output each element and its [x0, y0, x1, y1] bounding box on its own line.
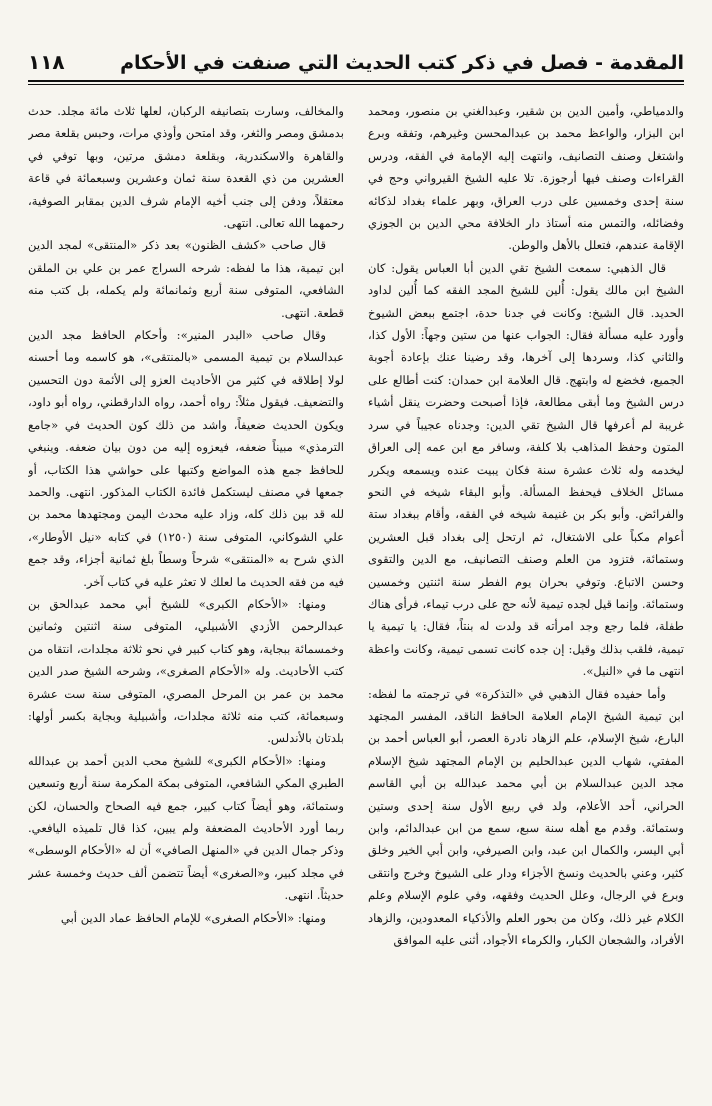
page-number: ١١٨: [28, 50, 65, 74]
paragraph: وقال صاحب «البدر المنير»: وأحكام الحافظ مجد الدين عبدالسلام بن تيمية المسمى «بالمنتقى»، هو كاسمه وما أحسنه لولا إطلاقه في كثير من الأحاديث العزو إلى الأئمة دون التحسين والتضعيف. فيقول مثلاً: رواه أحمد، رواه الدارقطني، رواه أبو داود، ويكون الحديث ضعيفاً، واشد من ذلك كون الحديث في «جامع الترمذي» مبيناً ضعفه، فيعزوه إليه من دون بيان ضعفه. وينبغي للحافظ جمع هذه المواضع وكتبها على حواشي هذا الكتاب، أو جمعها في مصنف ليستكمل فائدة الكتاب المذكور. انتهى. والحمد لله قد بين ذلك كله، وزاد عليه محدث اليمن ومجتهدها محمد بن علي الشوكاني، المتوفى سنة (١٢٥٠) في كتابه «نيل الأوطار»، الذي شرح به «المنتقى» شرحاً وسطاً بلغ ثمانية أجزاء، وقد جمع فيه من فقه الحديث ما لعلك لا تعثر عليه في كتاب آخر.: [28, 328, 344, 589]
header-rule-thin: [28, 84, 684, 85]
header-rule: [28, 80, 684, 82]
paragraph: والمخالف، وسارت بتصانيفه الركبان، لعلها ثلاث مائة مجلد. حدث بدمشق ومصر والثغر، وقد امتحن وأوذي مرات، وحبس بقلعة مصر والقاهرة والاسكندرية، وبقلعة دمشق مرتين، وبها توفي في العشرين من ذي القعدة سنة ثمان وعشرين وسبعمائة في قاعة معتقلاً، ودفن إلى جنب أخيه الإمام شرف الدين بمقابر الصوفية، رحمهما الله تعالى. انتهى.: [28, 104, 344, 231]
text-columns: [28, 100, 684, 1092]
paragraph: قال صاحب «كشف الظنون» بعد ذكر «المنتقى» لمجد الدين ابن تيمية، هذا ما لفظه: شرحه السراج عمر بن علي بن الملقن الشافعي، المتوفى سنة أربع وثمانمائة ولم يكمله، بل كتب منه قطعة. انتهى.: [28, 238, 344, 320]
paragraph: قال الذهبي: سمعت الشيخ تقي الدين أبا العباس يقول: كان الشيخ ابن مالك يقول: أُلين للشيخ المجد الفقه كما أُلين لداود الحديد. قال الشيخ: وكانت في جدنا حدة، اجتمع ببعض الشيوخ وأورد عليه مسألة فقال: الجواب عنها من ستين وجهاً: الأول كذا، والثاني كذا، وسردها إلى آخرها، وقد رضينا عنك بإعادة أجوبة الجميع، فخضع له وابتهج. قال العلامة ابن حمدان: كنت أطالع على درس الشيخ وما أبقى مطالعة، فإذا أصبحت وحضرت ينقل أشياء غريبة لم أعرفها قال الشيخ تقي الدين: وجدناه عجيباً في سرد المتون وحفظ المذاهب بلا كلفة، وسافر مع ابن عمه إلى العراق ليخدمه وله ثلاث عشرة سنة فكان يبيت عنده ويسمعه ويكرر مسائل الخلاف فيحفظ المسألة. وأبو البقاء شيخه في النحو والفرائض. وأبو بكر بن غنيمة شيخه في الفقه، وأقام ببغداد ستة أعوام مكباً على الاشتغال، ثم ارتحل إلى بغداد قبل العشرين وستمائة، فتزود من العلم وصنف التصانيف، مع الدين والتقوى وحسن الاتباع. وتوفي بحران يوم الفطر سنة اثنتين وخمسين وستمائة. وإنما قيل لجده تيمية لأنه حج على درب تيماء، فرأى هناك طفلة، فلما رجع وجد امرأته قد ولدت له بنتاً، فقال: يا تيمية يا تيمية، فلقب بذلك وقيل: إن جده كانت تسمى تيمية، وكانت واعظة انتهى ما في «النيل».: [368, 260, 684, 679]
paragraph: وأما حفيده فقال الذهبي في «التذكرة» في ترجمته ما لفظه: ابن تيمية الشيخ الإمام العلامة الحافظ الناقد، المفسر المجتهد البارع، شيخ الإسلام، علم الزهاد نادرة العصر، أبو العباس أحمد بن المفتي، شهاب الدين عبدالحليم بن الإمام المجتهد شيخ الإسلام مجد الدين عبدالسلام بن أبي محمد عبدالله بن أبي القاسم الحراني، أحد الأعلام، ولد في ربيع الأول سنة إحدى وستين وستمائة. وقدم مع أهله سنة سبع، سمع من ابن عبدالدائم، وابن أبي اليسر، والكمال ابن عبد، وابن الصيرفي، وابن أبي الخير وخلق كثير، وعني بالحديث ونسخ الأجزاء ودار على الشيوخ وخرج وانتقى وبرع في الرجال، وعلل الحديث وفقهه، وفي علوم الإسلام وعلم الكلام غير ذلك، وكان من بحور العلم والأذكياء المعدودين، والزهاد الأفراد، والشجعان الكبار، والكرماء الأجواد، أثنى عليه الموافق: [368, 686, 684, 948]
running-title: المقدمة - فصل في ذكر كتب الحديث التي صنفت في الأحكام: [120, 52, 684, 74]
paragraph: ومنها: «الأحكام الصغرى» للإمام الحافظ عماد الدين أبي: [60, 910, 326, 925]
paragraph: ومنها: «الأحكام الكبرى» للشيخ أبي محمد عبدالحق بن عبدالرحمن الأزدي الأشبيلي، المتوفى سنة اثنتين وثمانين وخمسمائة ببجاية، وهو كتاب كبير في نحو ثلاثة مجلدات، انتقاه من كتب الأحاديث. وله «الأحكام الصغرى»، وشرحه الشيخ صدر الدين محمد بن عمر بن المرحل المصري، المتوفى سنة ست عشرة وسبعمائة، كتب منه ثلاثة مجلدات، وأشبيلية وبجاية بكسر أولها: بلدتان بالأندلس.: [28, 596, 344, 746]
paragraph: ومنها: «الأحكام الكبرى» للشيخ محب الدين أحمد بن عبدالله الطبري المكي الشافعي، المتوفى بمكة المكرمة سنة أربع وتسعين وستمائة، وهو أيضاً كتاب كبير، جمع فيه الصحاح والحسان، لكن ربما أورد الأحاديث المضعفة ولم يبين، كذا قال تلميذه اليافعي. وذكر جمال الدين في «المنهل الصافي» أن له «الأحكام الوسطى» في مجلد كبير، و«الصغرى» أيضاً تتضمن ألف حديث وخمسة عشر حديثاً. انتهى.: [28, 753, 344, 903]
page-header: [28, 46, 684, 74]
paragraph: والدمياطي، وأمين الدين بن شقير، وعبدالغني بن منصور، ومحمد ابن البزار، والواعظ محمد بن عبدالمحسن وغيرهم، وتفقه وبرع واشتغل وصنف التصانيف، وانتهت إليه الإمامة في الفقه، ودرس القراءات وصنف فيها أرجوزة. تلا عليه الشيخ القيرواني وحج في سنة إحدى وخمسين على درب العراق، وبهر علماء بغداد لذكائه وفضائله، والتمس منه أستاذ دار الخلافة محي الدين بن الجوزي الإقامة عندهم، فتعلل بالأهل والوطن.: [368, 104, 684, 253]
right-column: [368, 100, 684, 1092]
left-column: [28, 100, 344, 1092]
